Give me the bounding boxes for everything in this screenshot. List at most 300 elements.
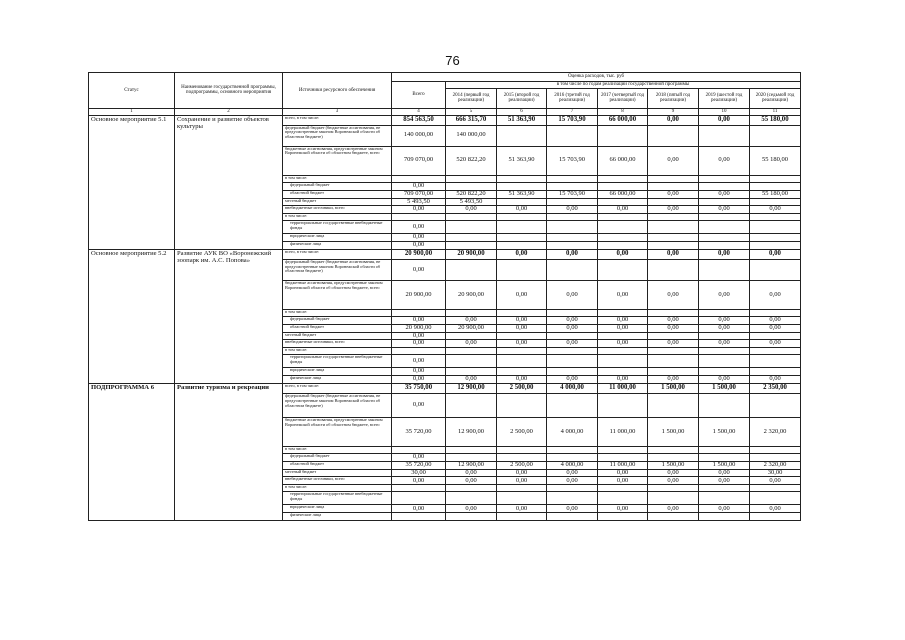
year-value-cell: 0,00 [648,470,699,477]
group-name: Развитие АУК ВО «Воронежский зоопарк им. А.С. Попова» [175,249,283,383]
column-number: 11 [750,108,801,115]
year-value-cell: 520 822,20 [446,146,497,175]
year-value-cell [446,447,497,454]
year-value-cell [598,213,648,220]
year-value-cell [497,213,547,220]
year-value-cell: 0,00 [699,280,750,309]
total-value-cell: 35 720,00 [392,462,446,470]
year-value-cell [547,348,598,355]
year-value-cell [648,175,699,182]
year-value-cell: 0,00 [446,376,497,384]
year-value-cell [598,241,648,249]
source-label: в том числе: [283,348,392,355]
year-value-cell: 0,00 [699,190,750,198]
year-value-cell [648,213,699,220]
year-value-cell: 0,00 [648,249,699,259]
year-value-cell [547,447,598,454]
year-value-cell: 0,00 [648,376,699,384]
year-value-cell [497,454,547,462]
year-value-cell: 0,00 [699,205,750,213]
year-value-cell [648,182,699,190]
year-value-cell [497,394,547,418]
year-value-cell: 0,00 [446,470,497,477]
year-value-cell [547,485,598,492]
year-value-cell [547,332,598,339]
year-value-cell [547,492,598,505]
year-value-cell [497,513,547,521]
year-value-cell: 0,00 [648,146,699,175]
year-value-cell: 0,00 [547,376,598,384]
year-value-cell: 55 180,00 [750,115,801,125]
year-value-cell [446,513,497,521]
year-value-cell: 0,00 [750,376,801,384]
year-value-cell: 1 500,00 [699,418,750,447]
year-value-cell [750,309,801,316]
source-label: федеральный бюджет [283,316,392,324]
source-label: бюджетные ассигнования, предусмотренные законом Воронежской области об областном бюджете, всего [283,146,392,175]
source-label: физические лица [283,241,392,249]
year-value-cell: 66 000,00 [598,190,648,198]
year-value-cell [699,348,750,355]
source-label: областной бюджет [283,190,392,198]
year-value-cell: 11 000,00 [598,462,648,470]
source-label: в том числе: [283,175,392,182]
year-value-cell [547,213,598,220]
year-value-cell [750,125,801,146]
source-label: бюджетные ассигнования, предусмотренные законом Воронежской области об областном бюджете, всего [283,280,392,309]
year-value-cell [750,241,801,249]
year-value-cell [598,233,648,241]
year-value-cell: 0,00 [598,316,648,324]
year-value-cell [750,355,801,368]
year-value-cell [699,182,750,190]
year-value-cell: 0,00 [547,470,598,477]
year-value-cell [497,492,547,505]
column-number: 4 [392,108,446,115]
year-value-cell: 1 500,00 [699,384,750,394]
year-value-cell [750,348,801,355]
year-value-cell [648,492,699,505]
year-value-cell: 1 500,00 [648,462,699,470]
year-value-cell [547,368,598,376]
table-row [89,115,801,125]
year-value-cell: 0,00 [750,316,801,324]
total-value-cell [392,213,446,220]
year-value-cell: 0,00 [598,376,648,384]
year-value-cell [446,348,497,355]
total-value-cell: 0,00 [392,220,446,233]
year-value-cell [497,309,547,316]
year-value-cell [750,233,801,241]
year-value-cell [547,220,598,233]
year-value-cell [547,125,598,146]
year-value-cell: 0,00 [648,477,699,485]
year-value-cell: 0,00 [648,316,699,324]
year-value-cell [699,394,750,418]
year-value-cell: 0,00 [699,324,750,332]
year-value-cell [648,241,699,249]
year-value-cell: 4 000,00 [547,384,598,394]
year-value-cell [446,368,497,376]
year-value-cell [446,213,497,220]
total-value-cell [392,309,446,316]
year-value-cell [598,259,648,280]
table-row [89,249,801,259]
source-label: в том числе: [283,447,392,454]
year-value-cell: 2 350,00 [750,384,801,394]
source-label: всего, в том числе: [283,249,392,259]
total-value-cell: 5 493,50 [392,198,446,205]
year-value-cell [750,213,801,220]
year-value-cell: 0,00 [497,205,547,213]
total-value-cell: 20 900,00 [392,324,446,332]
total-value-cell: 709 070,00 [392,190,446,198]
header-total: Всего [392,82,446,109]
year-value-cell [547,309,598,316]
total-value-cell [392,485,446,492]
year-value-cell [497,368,547,376]
header-year: 2017 (четвертый год реализации) [598,88,648,108]
year-value-cell: 15 703,90 [547,146,598,175]
year-value-cell: 4 000,00 [547,418,598,447]
year-value-cell: 0,00 [699,115,750,125]
header-sources: Источники ресурсного обеспечения [283,73,392,109]
year-value-cell: 0,00 [446,505,497,513]
total-value-cell: 0,00 [392,340,446,348]
year-value-cell [497,332,547,339]
year-value-cell: 12 900,00 [446,384,497,394]
year-value-cell [750,220,801,233]
total-value-cell: 140 000,00 [392,125,446,146]
year-value-cell [750,332,801,339]
year-value-cell: 0,00 [446,477,497,485]
source-label: территориальные государственные внебюджетные фонды [283,355,392,368]
year-value-cell [648,368,699,376]
year-value-cell [750,394,801,418]
year-value-cell: 1 500,00 [648,384,699,394]
year-value-cell: 0,00 [648,115,699,125]
year-value-cell [699,447,750,454]
year-value-cell [547,182,598,190]
year-value-cell [598,454,648,462]
header-by-years: в том числе по годам реализации государственной программы [446,82,801,89]
year-value-cell: 2 500,00 [497,462,547,470]
total-value-cell [392,348,446,355]
year-value-cell: 0,00 [648,340,699,348]
year-value-cell [699,355,750,368]
year-value-cell: 0,00 [446,316,497,324]
year-value-cell: 0,00 [497,505,547,513]
year-value-cell: 0,00 [648,205,699,213]
year-value-cell: 0,00 [598,477,648,485]
year-value-cell: 0,00 [699,316,750,324]
year-value-cell [598,394,648,418]
year-value-cell: 0,00 [648,280,699,309]
year-value-cell [446,492,497,505]
year-value-cell: 30,00 [750,470,801,477]
year-value-cell: 1 500,00 [699,462,750,470]
year-value-cell [699,175,750,182]
header-program-name: Наименование государственной программы, подпрограммы, основного мероприятия [175,73,283,109]
year-value-cell: 0,00 [699,340,750,348]
year-value-cell [750,198,801,205]
year-value-cell [750,454,801,462]
year-value-cell [648,198,699,205]
year-value-cell: 0,00 [598,205,648,213]
header-year: 2015 (второй год реализации) [497,88,547,108]
source-label: всего, в том числе: [283,384,392,394]
year-value-cell [497,233,547,241]
year-value-cell: 55 180,00 [750,146,801,175]
year-value-cell: 0,00 [547,280,598,309]
year-value-cell [547,233,598,241]
year-value-cell [699,213,750,220]
source-label: областной бюджет [283,462,392,470]
year-value-cell: 0,00 [446,205,497,213]
year-value-cell [699,198,750,205]
header-estimate: Оценка расходов, тыс. руб [392,73,801,82]
total-value-cell: 0,00 [392,316,446,324]
year-value-cell [648,332,699,339]
year-value-cell [648,233,699,241]
year-value-cell [648,485,699,492]
year-value-cell: 0,00 [598,280,648,309]
year-value-cell [547,394,598,418]
header-status: Статус [89,73,175,109]
year-value-cell: 0,00 [750,205,801,213]
year-value-cell: 0,00 [699,505,750,513]
year-value-cell [598,198,648,205]
year-value-cell: 12 900,00 [446,462,497,470]
year-value-cell [699,309,750,316]
total-value-cell: 0,00 [392,355,446,368]
year-value-cell [750,447,801,454]
year-value-cell [648,355,699,368]
year-value-cell [750,368,801,376]
year-value-cell: 0,00 [547,340,598,348]
total-value-cell: 0,00 [392,259,446,280]
total-value-cell: 854 563,50 [392,115,446,125]
year-value-cell: 2 500,00 [497,384,547,394]
year-value-cell: 0,00 [699,470,750,477]
year-value-cell: 66 000,00 [598,146,648,175]
year-value-cell: 666 315,70 [446,115,497,125]
year-value-cell: 0,00 [750,477,801,485]
year-value-cell: 0,00 [750,340,801,348]
year-value-cell: 15 703,90 [547,115,598,125]
year-value-cell [750,492,801,505]
year-value-cell [598,220,648,233]
year-value-cell [446,233,497,241]
header-year: 2020 (седьмой год реализации) [750,88,801,108]
source-label: в том числе: [283,213,392,220]
source-label: юридические лица [283,233,392,241]
total-value-cell [392,513,446,521]
year-value-cell: 0,00 [648,324,699,332]
year-value-cell: 0,00 [598,249,648,259]
year-value-cell [497,175,547,182]
column-number: 1 [89,108,175,115]
source-label: бюджетные ассигнования, предусмотренные законом Воронежской области об областном бюджете, всего [283,418,392,447]
year-value-cell: 0,00 [547,324,598,332]
year-value-cell [497,348,547,355]
year-value-cell [446,182,497,190]
year-value-cell: 0,00 [547,249,598,259]
year-value-cell [699,368,750,376]
year-value-cell [598,447,648,454]
year-value-cell [547,454,598,462]
source-label: местный бюджет [283,332,392,339]
source-label: всего, в том числе: [283,115,392,125]
source-label: в том числе: [283,309,392,316]
year-value-cell: 0,00 [497,324,547,332]
source-label: федеральный бюджет [283,182,392,190]
year-value-cell: 2 500,00 [497,418,547,447]
group-name: Сохранение и развитие объектов культуры [175,115,283,249]
year-value-cell: 51 363,90 [497,115,547,125]
year-value-cell: 12 900,00 [446,418,497,447]
year-value-cell: 520 822,20 [446,190,497,198]
year-value-cell [446,332,497,339]
year-value-cell [446,454,497,462]
year-value-cell [750,485,801,492]
year-value-cell [598,332,648,339]
total-value-cell: 0,00 [392,205,446,213]
year-value-cell [446,259,497,280]
group-status: Основное мероприятие 5.1 [89,115,175,249]
year-value-cell [446,220,497,233]
year-value-cell: 11 000,00 [598,384,648,394]
year-value-cell [699,125,750,146]
total-value-cell: 0,00 [392,233,446,241]
year-value-cell [497,182,547,190]
table-body [89,115,801,521]
year-value-cell: 0,00 [648,190,699,198]
year-value-cell [547,513,598,521]
year-value-cell [699,241,750,249]
year-value-cell: 140 000,00 [446,125,497,146]
source-label: физические лица [283,376,392,384]
year-value-cell: 0,00 [547,505,598,513]
source-label: федеральный бюджет (бюджетные ассигнования, не предусмотренные законом Воронежской области об областном бюджете) [283,259,392,280]
year-value-cell: 1 500,00 [648,418,699,447]
year-value-cell: 20 900,00 [446,280,497,309]
total-value-cell: 0,00 [392,376,446,384]
year-value-cell: 20 900,00 [446,249,497,259]
year-value-cell: 0,00 [547,205,598,213]
year-value-cell: 2 320,00 [750,462,801,470]
year-value-cell [648,125,699,146]
total-value-cell [392,447,446,454]
year-value-cell: 51 363,90 [497,146,547,175]
year-value-cell: 0,00 [547,477,598,485]
year-value-cell [497,125,547,146]
year-value-cell: 0,00 [750,324,801,332]
year-value-cell: 0,00 [497,477,547,485]
source-label: территориальные государственные внебюджетные фонды [283,492,392,505]
total-value-cell: 0,00 [392,454,446,462]
year-value-cell [699,492,750,505]
year-value-cell [547,259,598,280]
source-label: внебюджетные источники, всего [283,477,392,485]
year-value-cell [699,454,750,462]
year-value-cell [598,355,648,368]
year-value-cell [598,125,648,146]
year-value-cell [497,447,547,454]
year-value-cell [598,513,648,521]
total-value-cell: 0,00 [392,394,446,418]
year-value-cell [699,259,750,280]
column-number: 2 [175,108,283,115]
source-label: местный бюджет [283,198,392,205]
year-value-cell [497,259,547,280]
column-number: 3 [283,108,392,115]
total-value-cell: 0,00 [392,241,446,249]
total-value-cell: 35 720,00 [392,418,446,447]
year-value-cell [648,309,699,316]
year-value-cell: 0,00 [497,470,547,477]
total-value-cell: 709 070,00 [392,146,446,175]
group-status: Основное мероприятие 5.2 [89,249,175,383]
column-number: 7 [547,108,598,115]
source-label: в том числе: [283,485,392,492]
year-value-cell [446,309,497,316]
year-value-cell [497,241,547,249]
header-year: 2016 (третий год реализации) [547,88,598,108]
column-number: 5 [446,108,497,115]
source-label: федеральный бюджет (бюджетные ассигнования, не предусмотренные законом Воронежской области об областном бюджете) [283,394,392,418]
year-value-cell: 0,00 [497,249,547,259]
year-value-cell: 0,00 [750,505,801,513]
source-label: внебюджетные источники, всего [283,340,392,348]
year-value-cell [750,182,801,190]
year-value-cell [497,220,547,233]
year-value-cell: 0,00 [598,340,648,348]
header-year: 2019 (шестой год реализации) [699,88,750,108]
year-value-cell [648,447,699,454]
year-value-cell [648,513,699,521]
year-value-cell [750,175,801,182]
total-value-cell: 0,00 [392,182,446,190]
year-value-cell [699,485,750,492]
source-label: внебюджетные источники, всего [283,205,392,213]
year-value-cell: 5 493,50 [446,198,497,205]
column-number: 6 [497,108,547,115]
year-value-cell: 0,00 [446,340,497,348]
group-status: ПОДПРОГРАММА 6 [89,384,175,521]
year-value-cell: 0,00 [699,477,750,485]
year-value-cell [547,355,598,368]
year-value-cell [699,513,750,521]
year-value-cell: 0,00 [598,324,648,332]
year-value-cell [648,220,699,233]
year-value-cell [547,175,598,182]
year-value-cell [648,394,699,418]
year-value-cell [446,241,497,249]
year-value-cell [598,348,648,355]
year-value-cell [648,454,699,462]
year-value-cell: 0,00 [598,505,648,513]
column-number: 9 [648,108,699,115]
total-value-cell: 20 900,00 [392,280,446,309]
year-value-cell [497,355,547,368]
page-number: 76 [445,53,460,68]
year-value-cell [699,220,750,233]
year-value-cell [547,241,598,249]
source-label: областной бюджет [283,324,392,332]
year-value-cell [598,368,648,376]
year-value-cell [750,259,801,280]
